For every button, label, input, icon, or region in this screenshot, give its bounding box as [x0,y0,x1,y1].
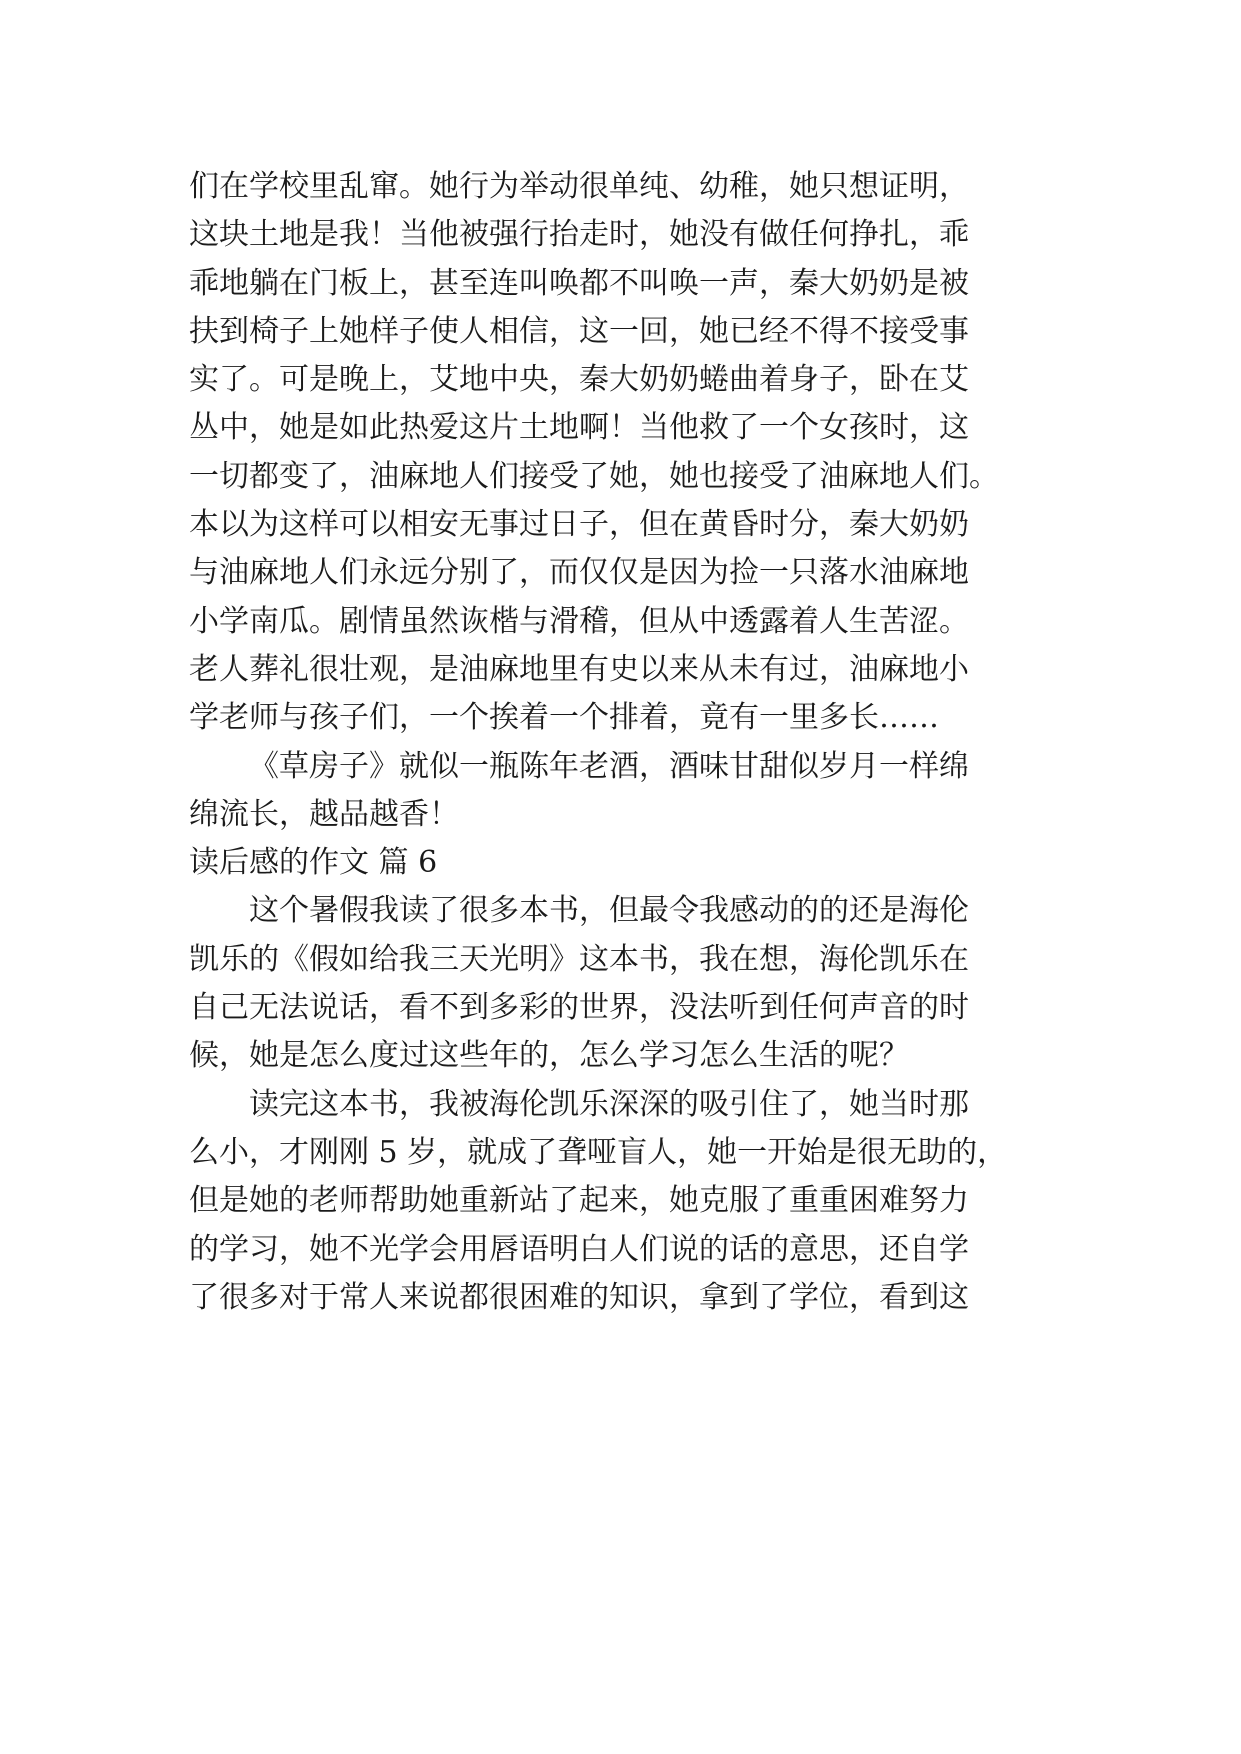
text-line: 老人葬礼很壮观，是油麻地里有史以来从未有过，油麻地小 [189,651,969,687]
paragraph-first-line: 这个暑假我读了很多本书，但最令我感动的的还是海伦 [249,893,969,929]
text-line: 丛中，她是如此热爱这片土地啊！当他救了一个女孩时，这 [189,410,969,446]
text-line: 本以为这样可以相安无事过日子，但在黄昏时分，秦大奶奶 [189,507,969,543]
text-line: 但是她的老师帮助她重新站了起来，她克服了重重困难努力 [189,1183,969,1219]
text-line: 学老师与孩子们，一个挨着一个排着，竟有一里多长…… [189,700,939,736]
text-line: 绵流长，越品越香！ [189,796,459,832]
text-line: 小学南瓜。剧情虽然诙楷与滑稽，但从中透露着人生苦涩。 [189,603,969,639]
text-line: 们在学校里乱窜。她行为举动很单纯、幼稚，她只想证明， [189,169,969,204]
text-line: 一切都变了，油麻地人们接受了她，她也接受了油麻地人们。 [189,458,999,494]
text-line: 乖地躺在门板上，甚至连叫唤都不叫唤一声，秦大奶奶是被 [189,265,969,301]
text-line: 么小，才刚刚 5 岁，就成了聋哑盲人，她一开始是很无助的， [189,1134,1008,1170]
text-line: 这块土地是我！当他被强行抬走时，她没有做任何挣扎，乖 [189,217,969,253]
text-line: 了很多对于常人来说都很困难的知识，拿到了学位，看到这 [189,1279,969,1315]
text-line: 自己无法说话，看不到多彩的世界，没法听到任何声音的时 [189,990,969,1026]
text-line: 候，她是怎么度过这些年的，怎么学习怎么生活的呢？ [189,1038,909,1074]
text-line: 扶到椅子上她样子使人相信，这一回，她已经不得不接受事 [189,313,969,349]
paragraph-first-line: 读完这本书，我被海伦凯乐深深的吸引住了，她当时那 [249,1086,969,1122]
text-line: 与油麻地人们永远分别了，而仅仅是因为捡一只落水油麻地 [189,555,969,591]
body-text [189,163,1008,1322]
section-heading: 读后感的作文 篇 6 [189,845,438,881]
paragraph-first-line: 《草房子》就似一瓶陈年老酒，酒味甘甜似岁月一样绵 [249,748,969,784]
text-line: 实了。可是晚上，艾地中央，秦大奶奶蜷曲着身子，卧在艾 [189,362,969,398]
text-line: 凯乐的《假如给我三天光明》这本书，我在想，海伦凯乐在 [189,941,969,977]
text-line: 的学习，她不光学会用唇语明白人们说的话的意思，还自学 [189,1231,969,1267]
